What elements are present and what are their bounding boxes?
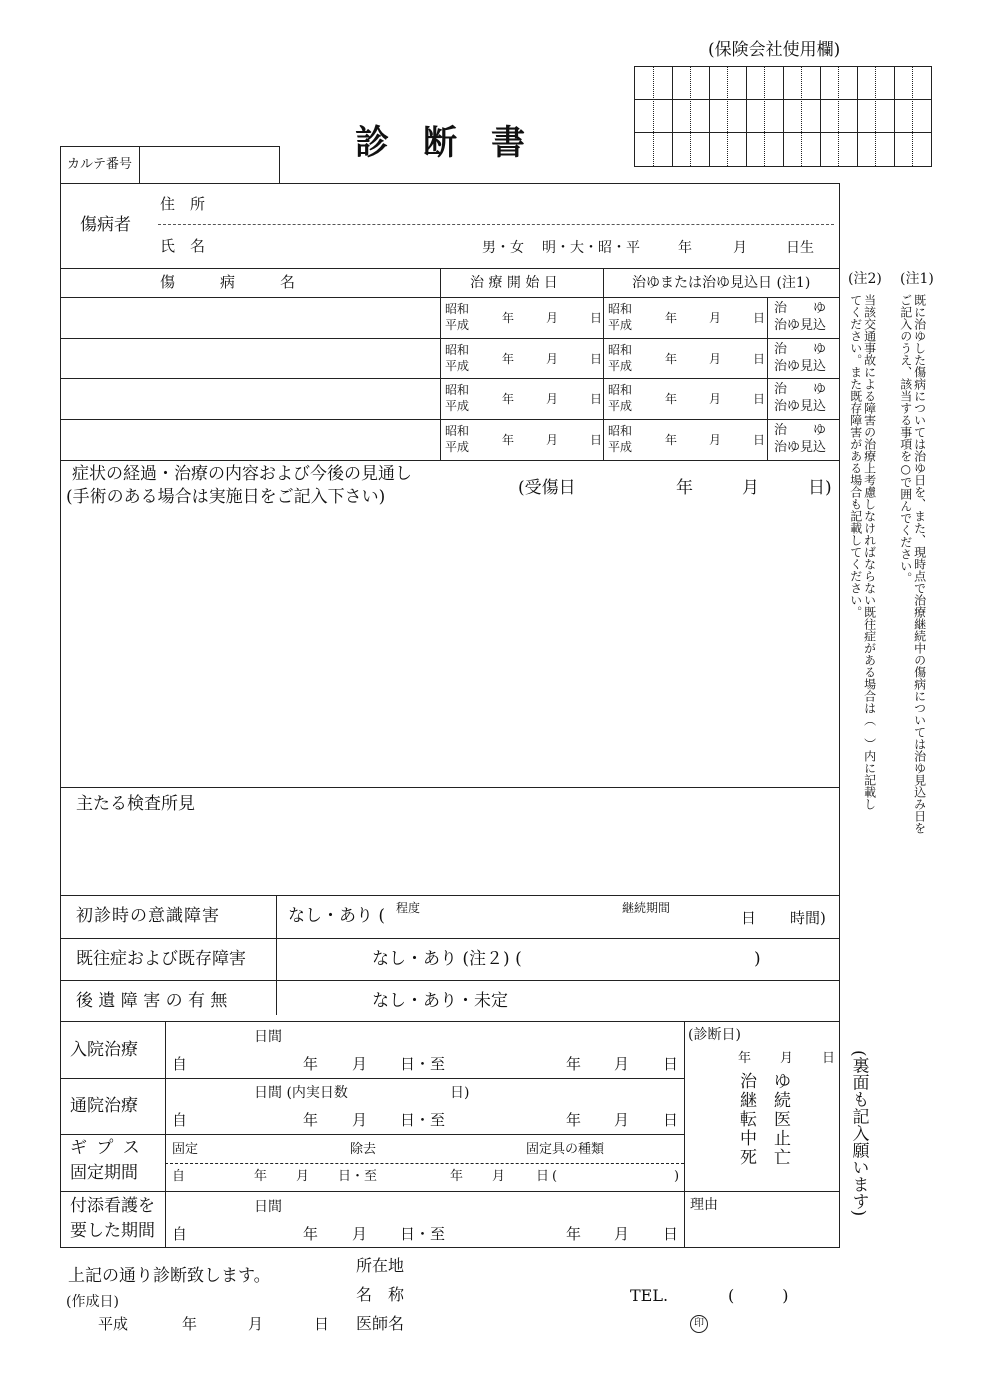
cast-type-open: ( — [552, 1169, 558, 1184]
status-expected[interactable]: 治ゆ見込 — [774, 440, 827, 455]
sex-options[interactable]: 男・女 — [482, 240, 524, 256]
cure-era-showa[interactable]: 昭和 — [608, 302, 633, 316]
injury-date-label: (受傷日 — [518, 478, 576, 498]
start-month: 月 — [546, 392, 559, 406]
inpatient-to-day: 日 — [663, 1055, 679, 1073]
start-month: 月 — [546, 311, 559, 325]
inpatient-label: 入院治療 — [70, 1040, 138, 1060]
outpatient-days: 日間 (内実日数 — [254, 1085, 348, 1101]
start-year: 年 — [502, 352, 515, 366]
consciousness-options[interactable]: なし・あり ( — [288, 906, 386, 926]
sequelae-label: 後 遺 障 害 の 有 無 — [76, 991, 228, 1011]
status-cured[interactable]: 治 ゆ — [774, 423, 827, 438]
start-era-showa[interactable]: 昭和 — [445, 302, 470, 316]
start-era-heisei[interactable]: 平成 — [445, 359, 470, 373]
treatment-start-header: 治 療 開 始 日 — [470, 275, 558, 291]
start-era-heisei[interactable]: 平成 — [445, 318, 470, 332]
exam-field[interactable] — [64, 820, 836, 890]
start-era-showa[interactable]: 昭和 — [445, 343, 470, 357]
sequelae-options[interactable]: なし・あり・未定 — [372, 991, 508, 1011]
consciousness-hour: 時間) — [790, 909, 826, 927]
injury-name-field[interactable] — [64, 299, 436, 336]
cast-removed: 除去 — [350, 1142, 377, 1157]
cast-from: 自 — [172, 1169, 186, 1184]
inpatient-to-year: 年 — [566, 1055, 582, 1073]
cure-year: 年 — [665, 433, 678, 447]
cure-day: 日 — [753, 352, 766, 366]
start-month: 月 — [546, 433, 559, 447]
nursing-to-year: 年 — [566, 1225, 582, 1243]
cast-label: ギ プ ス — [70, 1138, 142, 1158]
back-note: (裏面も記入願います) — [848, 1050, 869, 1217]
injury-name-header: 傷 病 名 — [160, 273, 296, 291]
statement: 上記の通り診断致します。 — [68, 1266, 271, 1286]
progress-label: 症状の経過・治療の内容および今後の見通し — [72, 464, 412, 484]
cure-month: 月 — [709, 433, 722, 447]
start-year: 年 — [502, 311, 515, 325]
start-day: 日 — [590, 311, 603, 325]
inpatient-to-month: 月 — [614, 1055, 630, 1073]
preexisting-close: ) — [754, 949, 761, 969]
karte-number-field[interactable] — [60, 146, 280, 184]
cast-to-day: 日 — [536, 1169, 550, 1184]
outpatient-from: 自 — [172, 1111, 188, 1129]
karte-label: カルテ番号 — [67, 157, 133, 172]
cure-year: 年 — [665, 352, 678, 366]
name-label: 氏 名 — [160, 237, 206, 255]
address-label: 住 所 — [160, 195, 206, 213]
outpatient-label: 通院治療 — [70, 1096, 138, 1116]
cast-label-2: 固定期間 — [70, 1163, 138, 1183]
cast-from-month: 月 — [296, 1169, 310, 1184]
inpatient-from-day: 日・至 — [400, 1055, 446, 1073]
cure-year: 年 — [665, 392, 678, 406]
location-label: 所在地 — [356, 1256, 405, 1275]
diagnosis-status-option[interactable]: 死 亡 — [740, 1148, 791, 1168]
status-expected[interactable]: 治ゆ見込 — [774, 318, 827, 333]
birth-day: 日生 — [786, 240, 814, 256]
tel-field[interactable]: ( ) — [728, 1286, 789, 1305]
progress-sublabel: (手術のある場合は実施日をご記入下さい) — [66, 487, 386, 507]
consciousness-duration: 継続期間 — [622, 901, 671, 915]
cast-type-close: ) — [674, 1169, 680, 1184]
inpatient-days: 日間 — [254, 1029, 282, 1045]
era-options[interactable]: 明・大・昭・平 — [542, 240, 640, 256]
address-field[interactable] — [158, 224, 834, 225]
note1-label: (注1) — [900, 271, 934, 287]
injury-name-field[interactable] — [64, 421, 436, 458]
created-era: 平成 — [98, 1315, 129, 1333]
diagnosis-status-option[interactable]: 転 医 — [740, 1110, 791, 1130]
start-era-heisei[interactable]: 平成 — [445, 440, 470, 454]
nursing-from-year: 年 — [303, 1225, 319, 1243]
start-day: 日 — [590, 433, 603, 447]
cure-year: 年 — [665, 311, 678, 325]
doctor-name-field[interactable] — [430, 1312, 680, 1336]
status-expected[interactable]: 治ゆ見込 — [774, 399, 827, 414]
note2-text: 当該交通事故による障害の治療上考慮しなければならない既往症がある場合は（ ）内に記載してください。また既存障害がある場合も記載してください。 — [848, 294, 877, 810]
cast-to-month: 月 — [492, 1169, 506, 1184]
outpatient-to-month: 月 — [614, 1111, 630, 1129]
created-day: 日 — [314, 1315, 330, 1333]
cure-era-heisei[interactable]: 平成 — [608, 399, 633, 413]
status-expected[interactable]: 治ゆ見込 — [774, 359, 827, 374]
note2-label: (注2) — [848, 271, 882, 287]
exam-label: 主たる検査所見 — [76, 794, 195, 814]
cure-day: 日 — [753, 311, 766, 325]
cure-date-header: 治ゆまたは治ゆ見込日 (注1) — [632, 275, 811, 291]
cast-fixed: 固定 — [172, 1142, 199, 1157]
start-day: 日 — [590, 352, 603, 366]
page-title: 診 断 書 — [355, 123, 525, 163]
status-cured[interactable]: 治 ゆ — [774, 382, 827, 397]
start-month: 月 — [546, 352, 559, 366]
doctor-name-label: 医師名 — [356, 1314, 405, 1333]
inpatient-from-month: 月 — [352, 1055, 368, 1073]
inpatient-from: 自 — [172, 1055, 188, 1073]
cast-to-year: 年 — [450, 1169, 464, 1184]
cure-month: 月 — [709, 352, 722, 366]
start-year: 年 — [502, 392, 515, 406]
start-year: 年 — [502, 433, 515, 447]
nursing-label: 付添看護を — [70, 1196, 155, 1216]
injury-name-field[interactable] — [64, 380, 436, 417]
facility-name-label: 名 称 — [356, 1285, 405, 1304]
cure-month: 月 — [709, 392, 722, 406]
name-field[interactable] — [220, 232, 470, 258]
outpatient-days-close: 日) — [450, 1085, 470, 1101]
consciousness-label: 初診時の意識障害 — [76, 906, 220, 926]
diagnosis-status-option[interactable]: 継 続 — [740, 1091, 791, 1111]
note1-text: 既に治ゆした傷病については治ゆ日を、また、現時点で治療継続中の傷病については治ゆ見込み日をご記入のうえ、該当する事項を○で囲んでください。 — [898, 294, 927, 834]
location-field[interactable] — [430, 1254, 790, 1278]
tel-label: TEL. — [630, 1286, 669, 1305]
nursing-from-day: 日・至 — [400, 1225, 446, 1243]
outpatient-from-year: 年 — [303, 1111, 319, 1129]
cure-day: 日 — [753, 433, 766, 447]
progress-field[interactable] — [64, 514, 836, 784]
cure-day: 日 — [753, 392, 766, 406]
nursing-from-month: 月 — [352, 1225, 368, 1243]
start-day: 日 — [590, 392, 603, 406]
outpatient-to-day: 日 — [663, 1111, 679, 1129]
created-year: 年 — [182, 1315, 198, 1333]
cure-era-heisei[interactable]: 平成 — [608, 440, 633, 454]
nursing-days: 日間 — [254, 1199, 282, 1215]
patient-label: 傷病者 — [80, 215, 131, 235]
inpatient-from-year: 年 — [303, 1055, 319, 1073]
cast-type: 固定具の種類 — [526, 1142, 605, 1157]
diagnosis-month: 月 — [780, 1051, 794, 1066]
cure-era-heisei[interactable]: 平成 — [608, 318, 633, 332]
consciousness-degree: 程度 — [396, 901, 421, 915]
status-cured[interactable]: 治 ゆ — [774, 301, 827, 316]
insurer-label: (保険会社使用欄) — [708, 40, 841, 60]
cure-era-showa[interactable]: 昭和 — [608, 383, 633, 397]
cure-era-heisei[interactable]: 平成 — [608, 359, 633, 373]
diagnosis-status-option[interactable]: 治 ゆ — [740, 1072, 791, 1092]
consciousness-day: 日 — [741, 909, 757, 927]
outpatient-from-month: 月 — [352, 1111, 368, 1129]
start-era-showa[interactable]: 昭和 — [445, 424, 470, 438]
nursing-from: 自 — [172, 1225, 188, 1243]
birth-year: 年 — [678, 240, 692, 256]
injury-name-field[interactable] — [64, 340, 436, 377]
created-date-label: (作成日) — [66, 1294, 119, 1310]
nursing-label-2: 要した期間 — [70, 1221, 155, 1241]
start-era-heisei[interactable]: 平成 — [445, 399, 470, 413]
preexisting-label: 既往症および既存障害 — [76, 949, 246, 969]
nursing-reason-field[interactable] — [690, 1216, 834, 1244]
cure-era-showa[interactable]: 昭和 — [608, 424, 633, 438]
cast-from-year: 年 — [254, 1169, 268, 1184]
preexisting-options[interactable]: なし・あり (注２) ( — [372, 949, 522, 969]
birth-month: 月 — [733, 240, 747, 256]
diagnosis-year: 年 — [738, 1051, 752, 1066]
seal-mark: 印 — [690, 1315, 708, 1333]
injury-date-month: 月 — [742, 478, 759, 498]
facility-name-field[interactable] — [430, 1283, 610, 1307]
created-month: 月 — [248, 1315, 264, 1333]
outpatient-from-day: 日・至 — [400, 1111, 446, 1129]
cast-from-day: 日・至 — [338, 1169, 378, 1184]
cure-month: 月 — [709, 311, 722, 325]
insurer-grid[interactable] — [634, 66, 932, 167]
start-era-showa[interactable]: 昭和 — [445, 383, 470, 397]
diagnosis-date-label: (診断日) — [688, 1027, 741, 1043]
nursing-to-day: 日 — [663, 1225, 679, 1243]
cure-era-showa[interactable]: 昭和 — [608, 343, 633, 357]
outpatient-to-year: 年 — [566, 1111, 582, 1129]
injury-date-year: 年 — [676, 478, 693, 498]
diagnosis-day: 日 — [822, 1051, 836, 1066]
injury-date-day: 日) — [808, 478, 832, 498]
nursing-reason-label: 理由 — [690, 1197, 718, 1213]
diagnosis-status-option[interactable]: 中 止 — [740, 1129, 791, 1149]
nursing-to-month: 月 — [614, 1225, 630, 1243]
status-cured[interactable]: 治 ゆ — [774, 342, 827, 357]
